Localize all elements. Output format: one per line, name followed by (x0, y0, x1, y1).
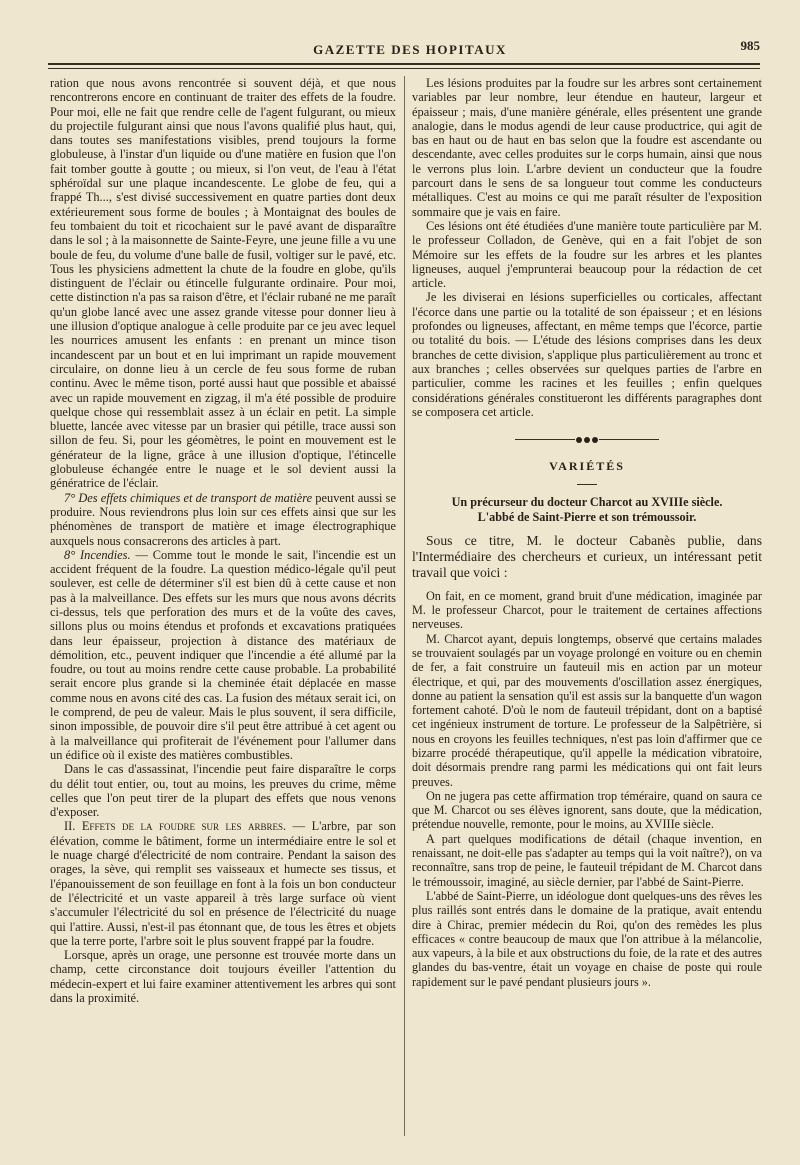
article-title: Un précurseur du docteur Charcot au XVIIIe siècle. L'abbé de Saint-Pierre et son trémoussoir. (451, 494, 723, 524)
paragraph: 7° Des effets chimiques et de transport de matière peuvent aussi se produire. Nous reviendrons plus loin sur ces effets ainsi que sur les phénomènes de transport de matière et image électrographique auxquels nous consacrerons des articles à part. (50, 490, 396, 548)
header-rule-thick (48, 63, 760, 65)
paragraph: ration que nous avons rencontrée si souvent déjà, et que nous rencontrerons encore en continuant de traiter des effets de la foudre. Pour moi, elle ne fait que rendre celle de l'agent fulgurant, ou mieux du projectile fulgurant ainsi que nous l'avons qualifié plus haut, qui, dans toutes ses manifestations visibles, prend toujours la forme globuleuse, à l'instar d'un liquide ou d'une matière en fusion que l'on fait tomber goutte à goutte ; ou mieux, si l'on veut, de l'eau à l'état sphéroïdal sur une plaque incandescente. Le globe de feu, qui a frappé Th..., s'est divisé successivement en quatre parties dont deux extérieurement sous forme de boules ; à Montaignat des boules de feu tombaient du toit et ricochaient sur le pavé avant de disparaître dans le sol ; à la maisonnette de Sainte-Feyre, une jeune fille a vu une boule de feu, du volume d'une balle de fusil, voltiger sur le pavé, etc. Tous les physiciens admettent la chute de la foudre en globe, qu'ils distinguent de l'éclair ou étincelle fulgurante ordinaire. Pour moi, cette distinction n'a pas sa raison d'être, et l'éclair rubané ne me paraît qu'un globe lancé avec une assez grande vitesse pour donner lieu à une illusion d'optique analogue à celle produite par ce jeu avec lequel les nourrices amusent les enfants : en prenant un mince tison incandescent par un bout et en lui imprimant un rapide mouvement circulaire, on donne lieu à un cercle de feu sous forme de ruban continu. Avec le même tison, porté aussi haut que possible et abaissé avec un rapide mouvement en zigzag, il m'a été possible de produire quelque chose qui ressemblait assez à un éclair en petit. La simple bluette, lancée avec vitesse par un brasier qui pétille, trace aussi son sillon de feu. Si, pour les géomètres, le point en mouvement est le générateur de la ligne, grâce à une illusion d'optique, l'étincelle globuleuse échangée entre le nuage et le sol devient aussi la génératrice de l'éclair. (50, 76, 396, 491)
paragraph: On fait, en ce moment, grand bruit d'une médication, imaginée par M. le professeur Charcot, pour le traitement de certaines affections nerveuses. (412, 588, 762, 632)
paragraph: On ne jugera pas cette affirmation trop téméraire, quand on saura ce que M. Charcot ou ses élèves ignorent, sans doute, que la médication, prétendue nouvelle, remonte, pour le moins, au XVIIIe siècle. (412, 788, 762, 832)
paragraph: M. Charcot ayant, depuis longtemps, observé que certains malades se trouvaient soulagés par un voyage prolongé en voiture ou en chemin de fer, a fait construire un fauteuil mis en action par un moteur électrique, et qui, par des mouvements d'oscillation assez énergiques, donne au patient la sensation qu'il est assis sur la banquette d'un wagon fortement cahoté. D'où le nom de fauteuil trépidant, dont on a baptisé cet ingénieux instrument de torture. Le professeur de la Salpêtrière, si nous en croyons les feuilles techniques, n'est pas loin d'affirmer que ce bizarre procédé thérapeutique, qu'il appelle la médication vibratoire, doit désormais prendre rang parmi les médications qui ont fait leurs preuves. (412, 631, 762, 789)
paragraph-heading: 8° Incendies. (64, 547, 131, 562)
journal-title: GAZETTE DES HOPITAUX (313, 42, 507, 57)
column-divider (404, 76, 405, 1136)
right-column (412, 76, 762, 989)
page-number: 985 (740, 38, 760, 53)
header-rule-thin (48, 68, 760, 69)
paragraph-heading: 7° Des effets chimiques et de transport de matière (64, 490, 313, 505)
paragraph: Les lésions produites par la foudre sur les arbres sont certainement variables par leur nombre, leur étendue en hauteur, largeur et épaisseur ; mais, d'une manière générale, elles présentent une grande analogie, dans le modus agendi de leur cause productrice, qui agit de bas en haut ou de haut en bas selon que la foudre est ascendante ou descendante, avec celles produites sur le corps humain, ainsi que nous le verrons plus loin. L'arbre devient un conducteur que la foudre parcourt dans le sens de sa longueur tout comme les conducteurs métalliques. C'est au moins ce qui me paraît résulter de l'exposition sommaire que je vais en faire. (412, 76, 762, 219)
paragraph: Je les diviserai en lésions superficielles ou corticales, affectant l'écorce dans une partie ou la totalité de son épaisseur ; et en lésions profondes ou ligneuses, affectant, en même temps que l'écorce, partie ou totalité du bois. — L'étude des lésions comprises dans les deux branches de cette division, s'applique plus particulièrement au tronc et aux branches ; celles observées sur quelques parties de l'arbre en particulier, comme les racines et les feuilles ; enfin quelques considérations générales constitueront les différents paragraphes dont se composera cet article. (412, 290, 762, 419)
paragraph: 8° Incendies. — Comme tout le monde le sait, l'incendie est un accident fréquent de la foudre. La question médico-légale qu'il peut soulever, est celle de déterminer s'il est bien dû à cette cause et non pas à la malveillance. Des effets sur les murs que nous avons décrits ci-dessus, tels que perforation des murs et de la voûte des caves, sillons plus ou moins étendus et profonds et excavations pratiquées dans leur épaisseur, projection à distance des matériaux de démolition, etc., peuvent indiquer que l'incendie a été allumé par la foudre, ou tout au moins rendre cette cause probable. La probabilité serait encore plus grande si la cheminée était déplacée en masse comme nous en avons cité des cas. La fusion des métaux serait ici, on le comprend, de peu de valeur. Mais le plus souvent, il sera difficile, sinon impossible, de pouvoir dire s'il peut être attribué à cet agent ou à la malveillance qui profiterait de l'événement pour l'allumer dans un édifice où il existe des matières combustibles. (50, 547, 396, 762)
article-intro: Sous ce titre, M. le docteur Cabanès publie, dans l'Intermédiaire des chercheurs et curieux, un intéressant petit travail que voici : (412, 532, 762, 580)
ornament-divider (412, 433, 762, 447)
paragraph: A part quelques modifications de détail (chaque invention, en renaissant, ne doit-elle pas s'adapter au temps qui la voit naître?), on va reconnaître, sans trop de peine, le fauteuil trépidant de M. Charcot dans le trémoussoir, imaginé, au siècle dernier, par l'abbé de Saint-Pierre. (412, 831, 762, 889)
section-rule (577, 484, 597, 485)
paragraph: Lorsque, après un orage, une personne est trouvée morte dans un champ, cette circonstance doit toujours éveiller l'attention du médecin-expert et lui faire examiner attentivement les arbres qui sont dans la proximité. (50, 948, 396, 1005)
page-header (60, 38, 760, 60)
paragraph: Ces lésions ont été étudiées d'une manière toute particulière par M. le professeur Colladon, de Genève, qui en a fait l'objet de son Mémoire sur les effets de la foudre sur les arbres et les plantes ligneuses, auquel j'emprunterai beaucoup pour la rédaction de cet article. (412, 218, 762, 291)
paragraph: Dans le cas d'assassinat, l'incendie peut faire disparaître le corps du délit tout entier, ou, tout au moins, les preuves du crime, même celles que l'on peut tirer de la plupart des effets que nous venons d'exposer. (50, 762, 396, 820)
paragraph: II. Effets de la foudre sur les arbres. — L'arbre, par son élévation, comme le bâtiment, forme un intermédiaire entre le sol et le nuage chargé d'électricité de nom contraire. Pendant la saison des orages, la sève, qui remplit ses vaisseaux et humecte ses tissus, et l'épanouissement de son feuillage en font à la fois un bon conducteur de l'électricité et un vaste appareil à très large surface où vient s'accumuler l'électricité du sol en présence de l'électricité du nuage qui l'attire. Aussi, n'est-il pas étonnant que, de tous les êtres et objets que la terre porte, l'arbre soit le plus souvent frappé par la foudre. (50, 819, 396, 948)
paragraph: L'abbé de Saint-Pierre, un idéologue dont quelques-uns des rêves les plus raillés sont entrés dans le domaine de la pratique, avait entendu dire à Chirac, premier médecin du Roi, qu'on des remèdes les plus efficaces « contre beaucoup de maux que l'on attribue à la mélancolie, aux vapeurs, à la bile et aux obstructions du foie, de la rate et des autres glandes du bas-ventre, était un voyage en chaise de poste qui roule rapidement sur le pavé pendant plusieurs jours ». (412, 888, 762, 989)
section-title: VARIÉTÉS (549, 459, 625, 474)
section-heading: II. Effets de la foudre sur les arbres. (64, 819, 287, 834)
left-column (50, 76, 396, 1005)
